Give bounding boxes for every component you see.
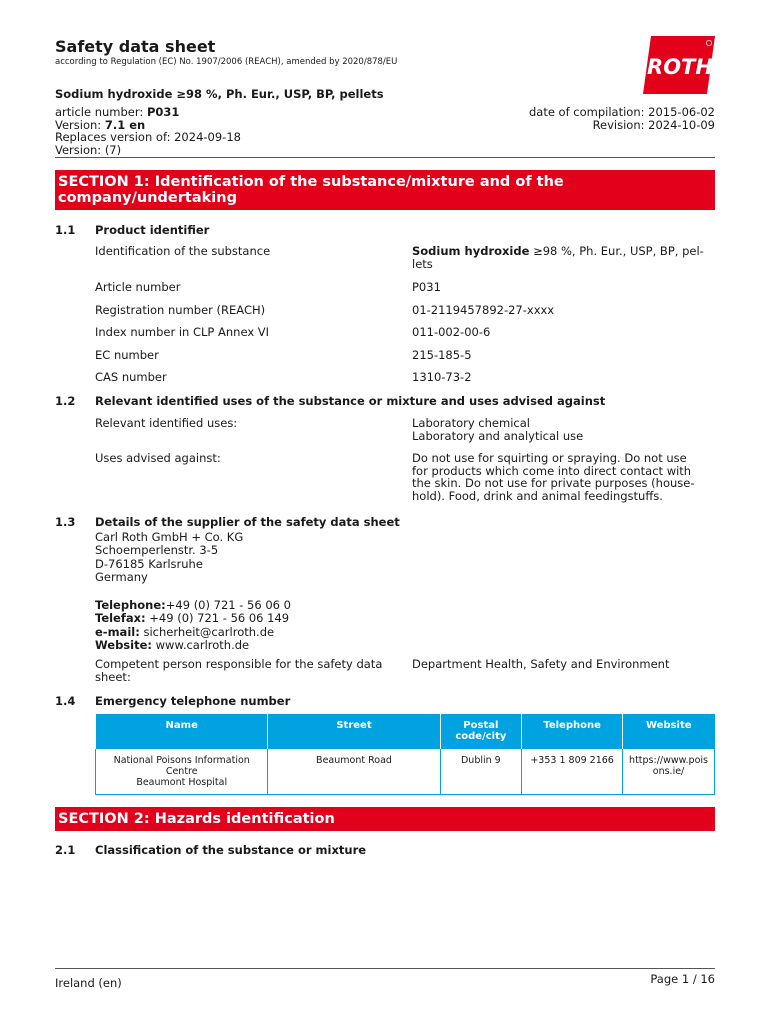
- uses-value: [412, 417, 710, 442]
- advised-label: Uses advised against:: [95, 451, 221, 465]
- document-title: Safety data sheet: [55, 37, 216, 56]
- company-street: Schoemperlenstr. 3-5: [95, 543, 219, 558]
- ident-value: [412, 245, 710, 270]
- uses-line: Laboratory and analytical use: [412, 428, 584, 443]
- row-value: P031: [412, 280, 441, 294]
- logo-text: ROTH: [647, 55, 713, 79]
- cell-website[interactable]: https://www.pois ons.ie/: [623, 749, 715, 795]
- ident-label: Identification of the substance: [95, 244, 271, 258]
- version-label: Version:: [55, 117, 105, 132]
- company-city: D-76185 Karlsruhe: [95, 556, 203, 571]
- email-link[interactable]: sicherheit@carlroth.de: [139, 624, 275, 639]
- ident-bold: Sodium hydroxide: [412, 244, 530, 258]
- document-meta-left: [55, 106, 241, 156]
- section-2-1-number: 2.1: [55, 843, 76, 857]
- section-1-2-title: Relevant identified uses of the substance or mixture and uses advised against: [95, 394, 606, 408]
- col-website: Website: [623, 714, 715, 749]
- roth-logo: [643, 36, 715, 94]
- website-link[interactable]: www.carlroth.de: [152, 637, 250, 652]
- compilation-date: date of compilation: 2015-06-02: [528, 105, 715, 119]
- company-country: Germany: [95, 569, 148, 584]
- replaces-version: Version: (7): [55, 142, 122, 157]
- supplier-contact: [95, 599, 291, 652]
- page-number: Page 1 / 16: [650, 972, 715, 986]
- supplier-address: [95, 531, 243, 584]
- section-1-1-title: Product identifier: [95, 223, 210, 237]
- section-1-1-number: 1.1: [55, 223, 76, 237]
- header-divider: [55, 157, 715, 158]
- uses-line: Laboratory chemical: [412, 416, 530, 430]
- row-label: Index number in CLP Annex VI: [95, 325, 270, 339]
- section-2-header: SECTION 2: Hazards identification: [55, 807, 715, 831]
- row-label: EC number: [95, 348, 159, 362]
- section-1-title-line1: SECTION 1: Identification of the substance/mixture and of the: [58, 174, 564, 190]
- competent-line: Competent person responsible for the safety data: [95, 657, 383, 671]
- telefax-label: Telefax:: [95, 611, 146, 626]
- col-street: Street: [268, 714, 440, 749]
- company-name: Carl Roth GmbH + Co. KG: [95, 530, 244, 544]
- competent-line: sheet:: [95, 669, 131, 684]
- section-1-4-title: Emergency telephone number: [95, 694, 291, 708]
- section-2-1-title: Classification of the substance or mixture: [95, 843, 367, 857]
- cell-street: Beaumont Road: [268, 749, 440, 795]
- cell-name: National Poisons Information Centre Beaumont Hospital: [96, 749, 268, 795]
- advised-line: for products which come into direct contact with: [412, 463, 692, 478]
- article-label: article number:: [55, 105, 147, 119]
- competent-value: Department Health, Safety and Environment: [412, 657, 670, 671]
- section-1-2-number: 1.2: [55, 394, 76, 408]
- row-label: Article number: [95, 280, 181, 294]
- footer-locale: Ireland (en): [55, 976, 122, 990]
- website-label: Website:: [95, 637, 152, 652]
- row-label: CAS number: [95, 370, 167, 384]
- col-postal: Postal code/city: [440, 714, 522, 749]
- section-1-title-line2: company/undertaking: [58, 190, 237, 206]
- version-value: 7.1 en: [104, 117, 146, 132]
- revision-date: Revision: 2024-10-09: [592, 117, 715, 132]
- section-1-3-title: Details of the supplier of the safety data sheet: [95, 515, 400, 529]
- section-1-4-number: 1.4: [55, 694, 76, 708]
- row-value: 011-002-00-6: [412, 325, 491, 339]
- telephone-value: +49 (0) 721 - 56 06 0: [165, 598, 291, 612]
- table-header-row: [96, 714, 715, 749]
- col-name: Name: [96, 714, 268, 749]
- advised-value: [412, 452, 710, 502]
- replaces: Replaces version of: 2024-09-18: [55, 130, 241, 144]
- telephone-label: Telephone:: [95, 598, 166, 612]
- email-label: e-mail:: [95, 624, 140, 639]
- telefax-value: +49 (0) 721 - 56 06 149: [145, 611, 290, 626]
- table-row: [96, 749, 715, 795]
- cell-postal: Dublin 9: [440, 749, 522, 795]
- ident-rest-2: lets: [412, 256, 433, 271]
- advised-line: the skin. Do not use for private purposes (house-: [412, 476, 695, 490]
- document-meta-right: [529, 106, 715, 131]
- uses-label: Relevant identified uses:: [95, 416, 238, 430]
- document-subtitle: according to Regulation (EC) No. 1907/2006 (REACH), amended by 2020/878/EU: [55, 57, 398, 67]
- row-value: 01-2119457892-27-xxxx: [412, 303, 555, 317]
- competent-label: [95, 658, 400, 683]
- row-label: Registration number (REACH): [95, 303, 266, 317]
- advised-line: hold). Food, drink and animal feedingstuffs.: [412, 488, 663, 503]
- advised-line: Do not use for squirting or spraying. Do not use: [412, 451, 687, 465]
- section-1-3-number: 1.3: [55, 515, 76, 529]
- section-1-header: [55, 170, 715, 210]
- cell-telephone: +353 1 809 2166: [522, 749, 623, 795]
- ident-rest-1: ≥98 %, Ph. Eur., USP, BP, pel-: [529, 244, 704, 258]
- article-value: P031: [146, 105, 180, 119]
- product-name: Sodium hydroxide ≥98 %, Ph. Eur., USP, BP, pellets: [55, 87, 384, 101]
- col-telephone: Telephone: [522, 714, 623, 749]
- row-value: 215-185-5: [412, 348, 472, 362]
- row-value: 1310-73-2: [412, 370, 472, 384]
- footer-divider: [55, 968, 715, 969]
- emergency-table: [95, 714, 715, 795]
